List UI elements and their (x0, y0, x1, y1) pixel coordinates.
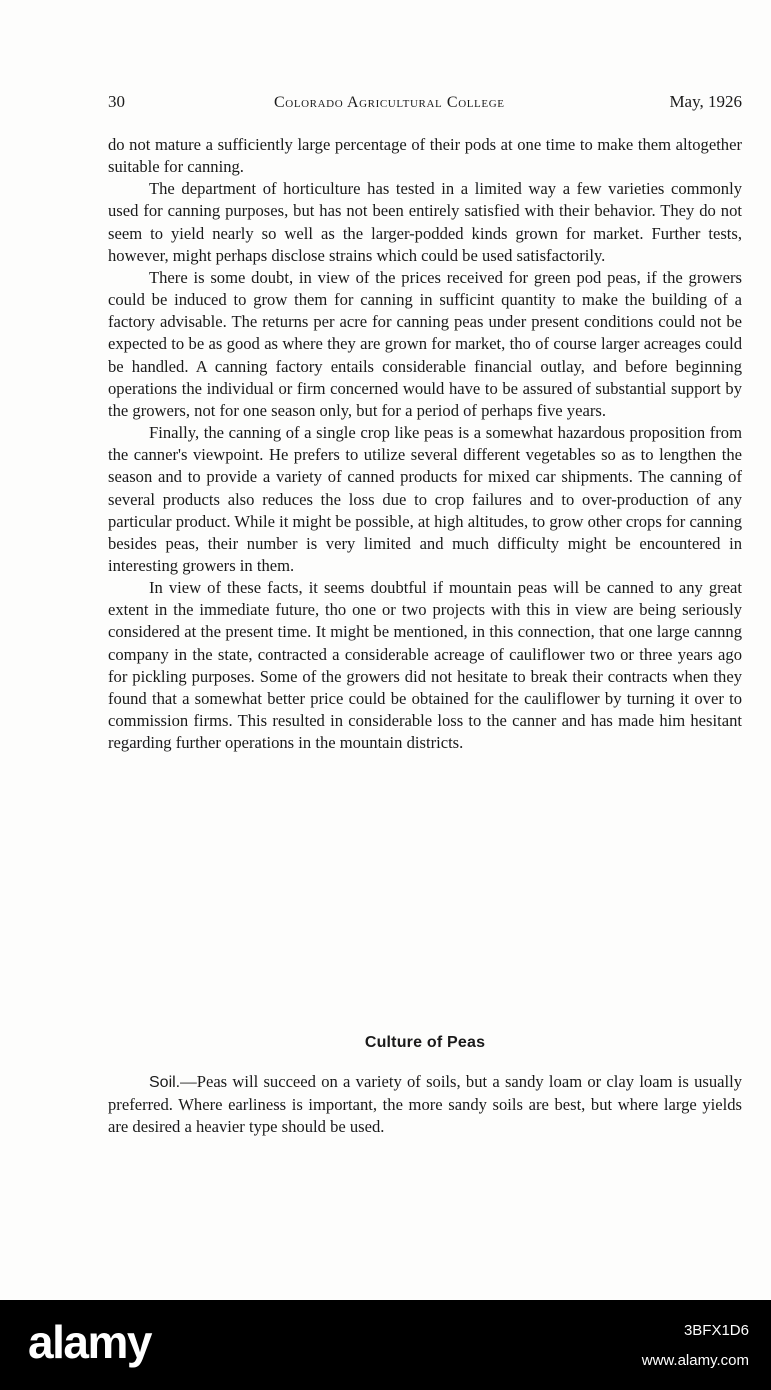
watermark-url: www.alamy.com (641, 1352, 749, 1369)
soil-dash: — (180, 1072, 197, 1091)
watermark-image-code: 3BFX1D6 (683, 1322, 749, 1339)
soil-run-in-heading: Soil. (149, 1074, 181, 1091)
page-header (108, 92, 742, 118)
section-heading: Culture of Peas (364, 1034, 486, 1051)
issue-date: May, 1926 (669, 92, 742, 111)
running-title: Colorado Agricultural College (274, 94, 505, 111)
paragraph-canner-viewpoint: Finally, the canning of a single crop like peas is a somewhat hazardous proposition from the canner's viewpoint. He prefers to utilize several different vegetables so as to lengthen the season and to provide a variety of canned products for mixed car shipments. The canning of several products also reduces the loss due to crop failures and to over-production of any particular product. While it might be possible, at high altitudes, to grow other crops for canning besides peas, their number is very limited and much difficulty might be encountered in interesting growers in them. (108, 423, 742, 575)
page-number: 30 (108, 92, 125, 111)
paragraph-conclusion: In view of these facts, it seems doubtful if mountain peas will be canned to any great extent in the immediate future, tho one or two projects with this in view are being seriously considered at the present time. It might be mentioned, in this connection, that one large cannng company in the state, contracted a considerable acreage of cauliflower two or three years ago for pickling purposes. Some of the growers did not hesitate to break their contracts when they found that a somewhat better price could be obtained for the cauliflower by turning it over to commission firms. This resulted in considerable loss to the canner and has made him hesitant regarding further operations in the mountain districts. (108, 578, 742, 753)
body-text (108, 134, 742, 754)
paragraph-canning-doubt: There is some doubt, in view of the prices received for green pod peas, if the growers could be induced to grow them for canning in sufficint quantity to make the building of a factory advisable. The returns per acre for canning peas under present conditions could not be expected to be as good as where they are grown for market, tho of course larger acreages could be handled. A canning factory entails considerable financial outlay, and before beginning operations the individual or firm concerned would have to be assured of substantial support by the growers, not for one season only, but for a period of perhaps five years. (108, 267, 742, 420)
paragraph-horticulture-tests: The department of horticulture has tested in a limited way a few varieties commonly used for canning purposes, but has not been entirely satisfied with their behavior. They do not seem to yield nearly so well as the larger-podded kinds grown for market. Further tests, however, might perhaps disclose strains which could be used satisfactorily. (108, 179, 742, 265)
paragraph-soil (108, 1071, 742, 1138)
paragraph-continuation: do not mature a sufficiently large percentage of their pods at one time to make them altogether suitable for canning. (108, 135, 742, 177)
watermark-logo: alamy (28, 1316, 151, 1368)
soil-text: Peas will succeed on a variety of soils, but a sandy loam or clay loam is usually preferred. Where earliness is important, the more sandy soils are best, but where large yields are desired a heavier type should be used. (108, 1072, 742, 1137)
